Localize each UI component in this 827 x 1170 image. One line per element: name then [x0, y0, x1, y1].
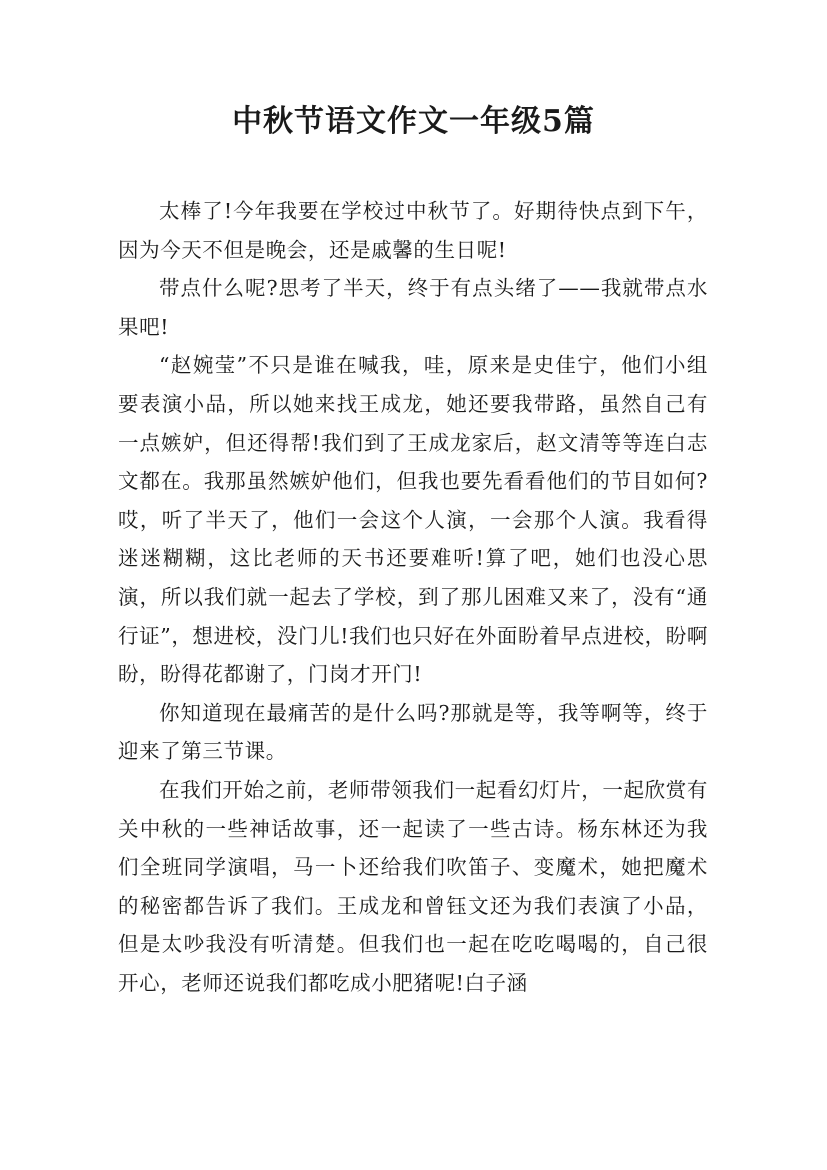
paragraph-4: 你知道现在最痛苦的是什么吗?那就是等，我等啊等，终于迎来了第三节课。: [118, 700, 708, 764]
paragraph-3: “赵婉莹”不只是谁在喊我，哇，原来是史佳宁，他们小组要表演小品，所以她来找王成龙，她还要我带路，虽然自己有一点嫉妒，但还得帮!我们到了王成龙家后，赵文清等等连白志文都在。我那虽然嫉妒他们，但我也要先看看他们的节目如何?哎，听了半天了，他们一会这个人演，一会那个人演。我看得迷迷糊糊，这比老师的天书还要难听!算了吧，她们也没心思演，所以我们就一起去了学校，到了那儿困难又来了，没有“通行证”，想进校，没门儿!我们也只好在外面盼着早点进校，盼啊盼，盼得花都谢了，门岗才开门!: [118, 353, 708, 687]
paragraph-1: 太棒了!今年我要在学校过中秋节了。好期待快点到下午，因为今天不但是晚会，还是戚馨的生日呢!: [118, 199, 708, 262]
document-body: [118, 192, 708, 1002]
paragraph-5: 在我们开始之前，老师带领我们一起看幻灯片，一起欣赏有关中秋的一些神话故事，还一起读了一些古诗。杨东林还为我们全班同学演唱，马一卜还给我们吹笛子、变魔术，她把魔术的秘密都告诉了我们。王成龙和曾钰文还为我们表演了小品，但是太吵我没有听清楚。但我们也一起在吃吃喝喝的，自己很开心，老师还说我们都吃成小肥猪呢!白子涵: [118, 777, 708, 995]
paragraph-2: 带点什么呢?思考了半天，终于有点头绪了——我就带点水果吧!: [118, 276, 708, 339]
document-title: 中秋节语文作文一年级5篇: [232, 104, 595, 139]
